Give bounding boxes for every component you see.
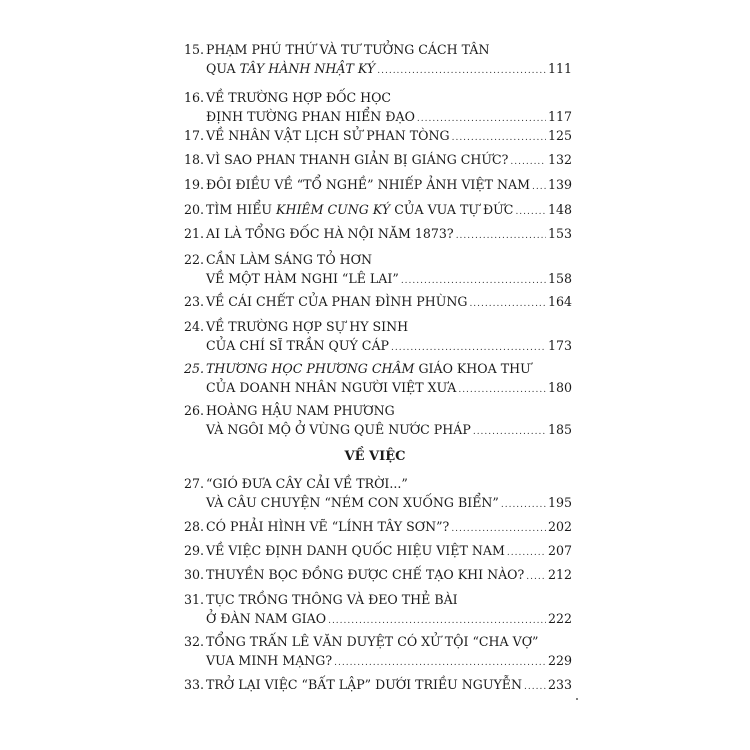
entry-title: CẦN LÀM SÁNG TỎ HƠN (206, 252, 372, 267)
toc-entry-31 (184, 591, 572, 630)
entry-title: THƯƠNG HỌC PHƯƠNG CHÂM GIÁO KHOA THƯ (206, 361, 531, 376)
page-number: 125 (547, 128, 572, 143)
section-heading: VỀ VIỆC (344, 449, 406, 464)
entry-title: PHẠM PHÚ THỨ VÀ TƯ TƯỞNG CÁCH TÂN (206, 42, 490, 57)
entry-title: VỀ TRƯỜNG HỢP ĐỐC HỌC (206, 90, 392, 105)
entry-number: 21. (184, 226, 205, 241)
page-number: 233 (547, 677, 572, 692)
entry-title: CÓ PHẢI HÌNH VẼ “LÍNH TÂY SƠN”? (206, 519, 450, 534)
entry-title-cont: CỦA DOANH NHÂN NGƯỜI VIỆT XƯA (206, 379, 457, 395)
page-number: 148 (547, 202, 572, 217)
entry-title-cont: VÀ CÂU CHUYỆN “NÉM CON XUỐNG BIỂN” (206, 494, 499, 510)
toc-entry-30 (184, 566, 572, 587)
entry-number: 18. (184, 152, 205, 167)
entry-title: ĐÔI ĐIỀU VỀ “TỔ NGHỀ” NHIẾP ẢNH VIỆT NAM (206, 177, 530, 192)
leader-dots (401, 272, 546, 291)
entry-number: 15. (184, 42, 205, 57)
leader-dots (524, 678, 546, 697)
entry-number: 19. (184, 177, 205, 192)
entry-title: TỤC TRỒNG THÔNG VÀ ĐEO THẺ BÀI (206, 592, 458, 607)
page-number: 229 (547, 652, 572, 668)
page-number: 132 (547, 152, 572, 167)
book-title-italic: KHIÊM CUNG KÝ (276, 202, 391, 217)
entry-title: VÌ SAO PHAN THANH GIẢN BỊ GIÁNG CHỨC? (206, 152, 509, 167)
page-number: 202 (547, 519, 572, 534)
entry-number: 29. (184, 543, 205, 558)
entry-title: VỀ TRƯỜNG HỢP SỰ HY SINH (206, 319, 409, 334)
entry-title-cont: VUA MINH MẠNG? (206, 652, 333, 668)
leader-dots (526, 568, 546, 587)
entry-number: 24. (184, 319, 205, 334)
page-number: 207 (547, 543, 572, 558)
entry-title-cont: Ở ĐÀN NAM GIAO (206, 610, 327, 626)
scan-speck (576, 698, 578, 700)
toc-entry-26 (184, 402, 572, 441)
entry-title-cont: VÀ NGÔI MỘ Ở VÙNG QUÊ NƯỚC PHÁP (206, 421, 471, 437)
toc-entry-15 (184, 41, 572, 80)
page-number: 195 (547, 494, 572, 510)
entry-number: 22. (184, 252, 205, 267)
page-number: 164 (547, 294, 572, 309)
entry-title-cont: CỦA CHÍ SĨ TRẦN QUÝ CÁP (206, 337, 390, 353)
entry-number: 25. (184, 361, 205, 376)
toc-entry-33 (184, 676, 572, 697)
leader-dots (501, 496, 546, 515)
page-number: 139 (547, 177, 572, 192)
entry-number: 32. (184, 634, 205, 649)
entry-title-cont: VỀ MỘT HÀM NGHI “LÊ LAI” (206, 270, 399, 286)
leader-dots (377, 62, 546, 81)
page-number: 117 (547, 108, 572, 124)
entry-title: VỀ NHÂN VẬT LỊCH SỬ PHAN TÒNG (206, 128, 450, 143)
entry-title: “GIÓ ĐƯA CÂY CẢI VỀ TRỜI...” (206, 476, 408, 491)
page-number: 212 (547, 567, 572, 582)
entry-number: 27. (184, 476, 205, 491)
entry-title: THUYỀN BỌC ĐỒNG ĐƯỢC CHẾ TẠO KHI NÀO? (206, 567, 525, 582)
leader-dots (456, 227, 546, 246)
leader-dots (515, 203, 546, 222)
leader-dots (507, 544, 546, 563)
entry-number: 16. (184, 90, 205, 105)
entry-number: 31. (184, 592, 205, 607)
entry-title: TRỞ LẠI VIỆC “BẤT LẬP” DƯỚI TRIỀU NGUYỄN (206, 677, 523, 692)
book-title-italic: TÂY HÀNH NHẬT KÝ (239, 60, 376, 76)
leader-dots (469, 295, 546, 314)
entry-number: 23. (184, 294, 205, 309)
entry-number: 28. (184, 519, 205, 534)
leader-dots (451, 520, 546, 539)
leader-dots (452, 129, 546, 148)
page-number: 180 (547, 379, 572, 395)
leader-dots (510, 153, 546, 172)
entry-title: HOÀNG HẬU NAM PHƯƠNG (206, 403, 395, 418)
page-number: 185 (547, 421, 572, 437)
toc-entry-22 (184, 251, 572, 290)
entry-title-cont: ĐỊNH TƯỜNG PHAN HIỂN ĐẠO (206, 108, 415, 124)
page-number: 222 (547, 610, 572, 626)
toc-entry-21 (184, 225, 572, 246)
toc-entry-25 (184, 360, 572, 399)
toc-entry-20 (184, 201, 572, 222)
entry-title: TỔNG TRẤN LÊ VĂN DUYỆT CÓ XỬ TỘI “CHA VỢ” (206, 634, 539, 649)
page-number: 158 (547, 270, 572, 286)
toc-entry-18 (184, 151, 572, 172)
toc-entry-24 (184, 318, 572, 357)
entry-title: AI LÀ TỔNG ĐỐC HÀ NỘI NĂM 1873? (206, 226, 454, 241)
book-title-italic: THƯƠNG HỌC PHƯƠNG CHÂM (206, 361, 415, 376)
entry-title: VỀ CÁI CHẾT CỦA PHAN ĐÌNH PHÙNG (206, 294, 468, 309)
entry-number: 30. (184, 567, 205, 582)
page-number: 173 (547, 337, 572, 353)
leader-dots (334, 654, 546, 673)
toc-entry-19 (184, 176, 572, 197)
entry-number: 20. (184, 202, 205, 217)
entry-number: 26. (184, 403, 205, 418)
entry-number: 17. (184, 128, 205, 143)
entry-title: TÌM HIỂU KHIÊM CUNG KÝ CỦA VUA TỰ ĐỨC (206, 202, 514, 217)
leader-dots (417, 110, 546, 129)
leader-dots (328, 612, 546, 631)
toc-entry-27 (184, 475, 572, 514)
leader-dots (532, 178, 546, 197)
page-number: 153 (547, 226, 572, 241)
toc-entry-29 (184, 542, 572, 563)
toc-entry-28 (184, 518, 572, 539)
toc-entry-16 (184, 89, 572, 128)
entry-number: 33. (184, 677, 205, 692)
entry-title-cont: QUA TÂY HÀNH NHẬT KÝ (206, 60, 376, 76)
leader-dots (458, 381, 546, 400)
toc-entry-23 (184, 293, 572, 314)
entry-title: VỀ VIỆC ĐỊNH DANH QUỐC HIỆU VIỆT NAM (206, 543, 505, 558)
toc-entry-32 (184, 633, 572, 672)
leader-dots (391, 339, 546, 358)
leader-dots (473, 423, 546, 442)
page-number: 111 (547, 60, 572, 76)
toc-entry-17 (184, 127, 572, 148)
